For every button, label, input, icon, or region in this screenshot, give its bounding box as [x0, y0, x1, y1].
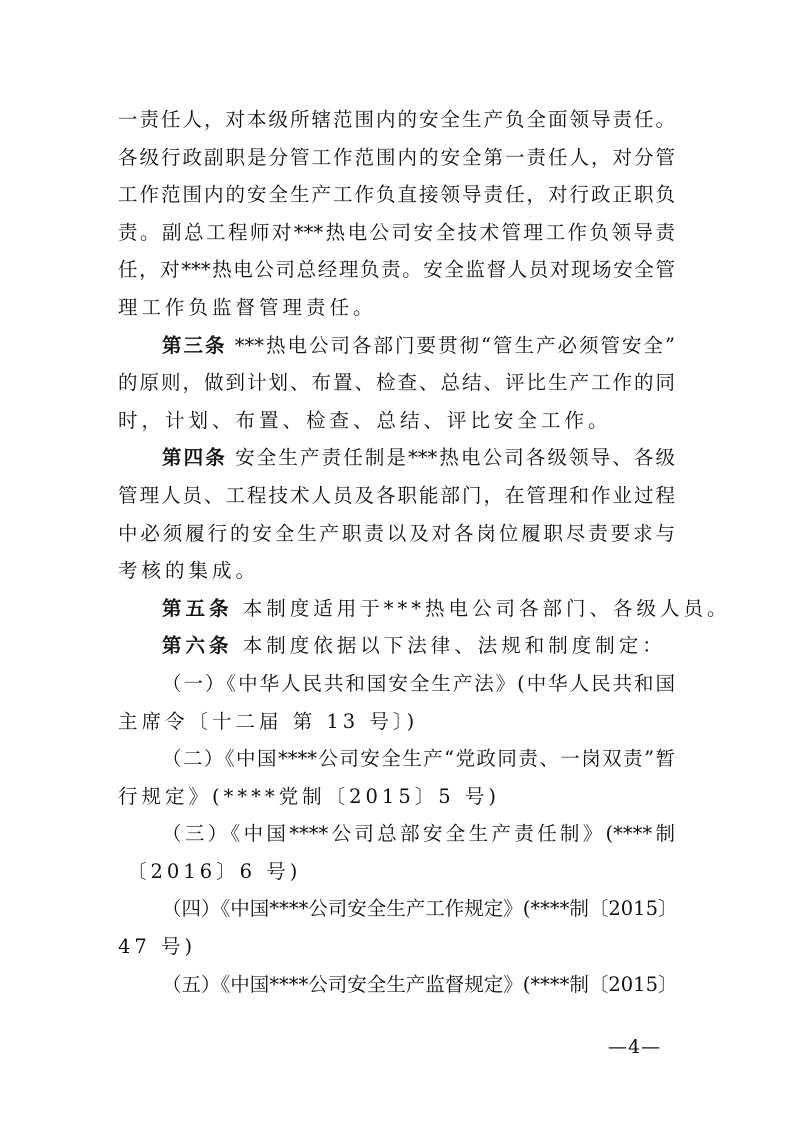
line-text: 中必须履行的安全生产职责以及对各岗位履职尽责要求与	[118, 521, 675, 545]
text-line	[118, 815, 675, 853]
text-line	[118, 740, 675, 778]
text-line	[118, 176, 675, 214]
line-text: 一责任人，对本级所辖范围内的安全生产负全面领导责任。	[118, 108, 675, 131]
line-text: （一）《中华人民共和国安全生产法》(中华人民共和国	[162, 671, 675, 695]
line-text: （五）《中国****公司安全生产监督规定》(****制〔2015〕	[162, 972, 678, 996]
line-text: 工作范围内的安全生产工作负直接领导责任，对行政正职负	[118, 183, 675, 207]
text-line	[118, 928, 675, 966]
text-line	[118, 139, 675, 177]
article-heading: 第三条	[162, 333, 227, 357]
line-text: 安全生产责任制是***热电公司各级领导、各级	[226, 446, 675, 470]
article-heading: 第四条	[162, 446, 227, 470]
line-text: （四）《中国****公司安全生产工作规定》(****制〔2015〕	[162, 897, 678, 921]
text-line	[118, 515, 675, 553]
text-line	[118, 214, 675, 252]
text-line	[118, 590, 731, 628]
text-line	[118, 552, 675, 590]
line-text: （三）《中国****公司总部安全生产责任制》(****制	[162, 822, 675, 846]
text-line	[118, 853, 675, 891]
line-text: 本制度适用于***热电公司各部门、各级人员。	[232, 596, 731, 620]
line-text: 各级行政副职是分管工作范围内的安全第一责任人，对分管	[118, 145, 675, 169]
text-line	[118, 289, 675, 327]
text-line	[118, 477, 675, 515]
text-line	[118, 327, 675, 365]
text-line	[118, 890, 678, 928]
line-text: 〔2016〕6 号)	[127, 859, 302, 883]
line-text: ***热电公司各部门要贯彻“管生产必须管安全”	[226, 333, 675, 357]
article-heading: 第五条	[162, 596, 233, 620]
line-text: 考核的集成。	[118, 559, 260, 583]
text-line	[118, 703, 675, 741]
text-line	[118, 966, 678, 1004]
text-line	[118, 439, 675, 477]
line-text: （二）《中国****公司安全生产“党政同责、一岗双责”暂	[162, 747, 675, 771]
line-text: 47 号)	[118, 935, 197, 959]
body-text	[118, 101, 731, 1003]
line-text: 本制度依据以下法律、法规和制度制定：	[232, 634, 666, 658]
line-text: 责。副总工程师对***热电公司安全技术管理工作负领导责	[118, 220, 675, 244]
text-line	[118, 665, 675, 703]
text-line	[118, 101, 675, 139]
text-line	[118, 364, 675, 402]
line-text: 行规定》(****党制〔2015〕5 号)	[118, 784, 500, 808]
line-text: 任，对***热电公司总经理负责。安全监督人员对现场安全管	[118, 258, 675, 282]
line-text: 的原则，做到计划、布置、检查、总结、评比生产工作的同	[118, 371, 675, 395]
text-line	[118, 778, 675, 816]
text-line	[118, 251, 675, 289]
text-line	[118, 627, 675, 665]
line-text: 理工作负监督管理责任。	[118, 295, 377, 319]
line-text: 时，计划、布置、检查、总结、评比安全工作。	[118, 408, 612, 432]
text-line	[118, 402, 675, 440]
article-heading: 第六条	[162, 634, 233, 658]
line-text: 主席令〔十二届 第 13 号〕)	[118, 709, 419, 733]
page-number: —4—	[608, 1036, 662, 1058]
line-text: 管理人员、工程技术人员及各职能部门，在管理和作业过程	[118, 483, 675, 507]
